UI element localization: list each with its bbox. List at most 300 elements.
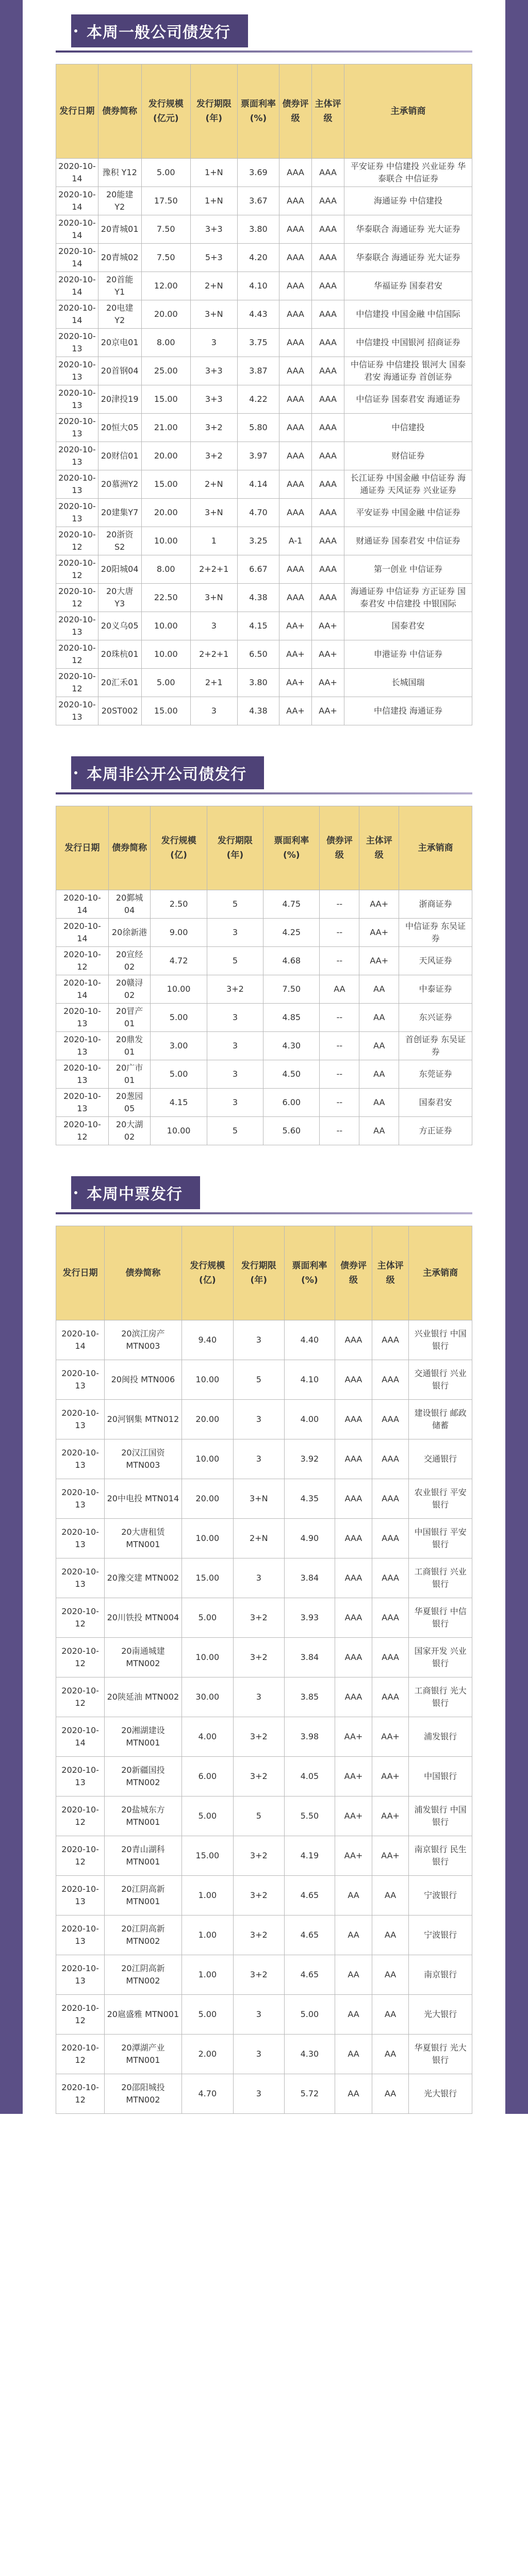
table-cell: 3+N [190, 499, 237, 527]
table-cell: 10.00 [151, 975, 207, 1004]
table-cell: AA+ [359, 890, 399, 919]
table-cell: AAA [312, 527, 344, 555]
column-header: 发行日期 [56, 1226, 105, 1320]
table-cell: 中信证券 东吴证券 [399, 919, 472, 947]
table-cell: -- [320, 890, 359, 919]
column-header: 票面利率(%) [237, 64, 279, 159]
table-cell: AAA [335, 1439, 372, 1479]
table-cell: 4.20 [237, 244, 279, 272]
table-cell: 20.00 [182, 1400, 233, 1439]
table-row [56, 2074, 472, 2114]
table-cell: 2020-10-14 [56, 1320, 105, 1360]
table-cell: 2020-10-14 [56, 890, 109, 919]
table-cell: AA+ [312, 669, 344, 697]
table-cell: AAA [312, 329, 344, 357]
table-cell: AAA [335, 1677, 372, 1717]
table-cell: -- [320, 1089, 359, 1117]
table-cell: 2020-10-13 [56, 1479, 105, 1519]
table-cell: AAA [312, 470, 344, 499]
table-cell: AA [372, 1916, 409, 1955]
table-row [56, 1757, 472, 1797]
table-cell: -- [320, 919, 359, 947]
column-header: 债券简称 [98, 64, 141, 159]
table-cell: 20新疆国投 MTN002 [105, 1757, 182, 1797]
table-cell: 4.85 [263, 1004, 320, 1032]
table-row [56, 527, 472, 555]
table-cell: AAA [312, 555, 344, 584]
table-cell: AA [335, 1955, 372, 1995]
table-row [56, 385, 472, 414]
title-dot-icon [74, 1191, 77, 1194]
table-cell: 3 [233, 1439, 284, 1479]
table-cell: 20赣浔02 [108, 975, 151, 1004]
table-cell: AAA [372, 1360, 409, 1400]
table-cell: 浦发银行 [409, 1717, 472, 1757]
table-cell: 20闽投 MTN006 [105, 1360, 182, 1400]
table-row [56, 1519, 472, 1558]
table-cell: 20首能 Y1 [98, 272, 141, 300]
table-cell: AA+ [359, 947, 399, 975]
table-cell: 20大湖02 [108, 1117, 151, 1145]
table-cell: AA+ [335, 1757, 372, 1797]
table-cell: 5.00 [151, 1060, 207, 1089]
table-cell: 3.93 [284, 1598, 335, 1638]
table-cell: AA+ [335, 1797, 372, 1836]
table-cell: AA [359, 1004, 399, 1032]
table-cell: 20珠杭01 [98, 640, 141, 669]
table-cell: 3+2 [233, 1598, 284, 1638]
table-row [56, 1638, 472, 1677]
content-frame [56, 0, 472, 2114]
table-cell: 20冒产01 [108, 1004, 151, 1032]
table-cell: -- [320, 947, 359, 975]
table-cell: 15.00 [141, 470, 190, 499]
table-cell: 2020-10-12 [56, 2035, 105, 2074]
table-cell: 2020-10-13 [56, 1004, 109, 1032]
column-header: 发行规模(亿) [182, 1226, 233, 1320]
section-title: 本周一般公司债发行 [71, 14, 248, 47]
table-cell: 1.00 [182, 1916, 233, 1955]
table-row [56, 890, 472, 919]
table-cell: AAA [312, 272, 344, 300]
table-cell: 2020-10-13 [56, 1360, 105, 1400]
table-cell: 2020-10-14 [56, 272, 98, 300]
column-header: 债券评级 [335, 1226, 372, 1320]
table-cell: 2+2+1 [190, 555, 237, 584]
column-header: 主承销商 [409, 1226, 472, 1320]
column-header: 债券简称 [105, 1226, 182, 1320]
table-cell: 2020-10-14 [56, 159, 98, 187]
table-cell: 1.00 [182, 1955, 233, 1995]
table-cell: 3+2 [233, 1717, 284, 1757]
table-cell: 1 [190, 527, 237, 555]
table-cell: 华福证券 国泰君安 [344, 272, 472, 300]
table-cell: 1.00 [182, 1876, 233, 1916]
table-row [56, 1400, 472, 1439]
table-cell: 4.70 [182, 2074, 233, 2114]
table-cell: 2020-10-13 [56, 697, 98, 725]
table-cell: AAA [312, 442, 344, 470]
table-cell: AAA [279, 187, 312, 215]
table-cell: AA [359, 1089, 399, 1117]
table-cell: 2020-10-13 [56, 1519, 105, 1558]
table-cell: 2020-10-12 [56, 669, 98, 697]
table-cell: 国泰君安 [344, 612, 472, 640]
table-cell: 2020-10-12 [56, 640, 98, 669]
table-cell: 21.00 [141, 414, 190, 442]
table-cell: 6.00 [182, 1757, 233, 1797]
table-cell: 2020-10-12 [56, 1598, 105, 1638]
table-cell: 20青城02 [98, 244, 141, 272]
table-cell: 2+N [190, 470, 237, 499]
table-cell: 2020-10-13 [56, 357, 98, 385]
table-cell: 3+N [233, 1479, 284, 1519]
table-cell: 3 [190, 329, 237, 357]
table-cell: AAA [279, 272, 312, 300]
table-cell: 华夏银行 光大银行 [409, 2035, 472, 2074]
table-cell: 2020-10-13 [56, 1060, 109, 1089]
table-cell: 4.22 [237, 385, 279, 414]
table-cell: AAA [279, 584, 312, 612]
table-cell: 6.67 [237, 555, 279, 584]
table-cell: 2020-10-13 [56, 1439, 105, 1479]
table-cell: 2020-10-14 [56, 300, 98, 329]
table-cell: 第一创业 中信证券 [344, 555, 472, 584]
column-header: 发行期限(年) [233, 1226, 284, 1320]
table-cell: 南京银行 [409, 1955, 472, 1995]
table-cell: 10.00 [182, 1360, 233, 1400]
table-cell: 3+2 [233, 1757, 284, 1797]
table-cell: 1+N [190, 187, 237, 215]
table-cell: 15.00 [182, 1558, 233, 1598]
table-cell: 华泰联合 海通证券 光大证券 [344, 244, 472, 272]
table-cell: 3.84 [284, 1638, 335, 1677]
table-cell: 中信建投 [344, 414, 472, 442]
title-underline [56, 792, 472, 794]
table-cell: AAA [335, 1400, 372, 1439]
column-header: 主承销商 [344, 64, 472, 159]
table-cell: AAA [312, 187, 344, 215]
table-cell: 2020-10-12 [56, 1995, 105, 2035]
table-cell: 浙商证券 [399, 890, 472, 919]
table-cell: 海通证券 中信建投 [344, 187, 472, 215]
column-header: 发行日期 [56, 806, 109, 890]
table-cell: 2020-10-12 [56, 1117, 109, 1145]
table-cell: 20浙资 S2 [98, 527, 141, 555]
table-cell: 2020-10-12 [56, 584, 98, 612]
table-cell: 浦发银行 中国银行 [409, 1797, 472, 1836]
table-row [56, 2035, 472, 2074]
table-row [56, 640, 472, 669]
table-cell: 3 [207, 919, 263, 947]
table-cell: AAA [279, 159, 312, 187]
column-header: 债券评级 [320, 806, 359, 890]
table-cell: 4.15 [237, 612, 279, 640]
table-cell: 20豫交建 MTN002 [105, 1558, 182, 1598]
table-cell: 3+2 [233, 1916, 284, 1955]
table-cell: 兴业银行 中国银行 [409, 1320, 472, 1360]
table-cell: AA [359, 975, 399, 1004]
table-cell: 5.50 [284, 1797, 335, 1836]
table-cell: 中国银行 平安银行 [409, 1519, 472, 1558]
table-cell: 20青城01 [98, 215, 141, 244]
table-cell: 20慕洲Y2 [98, 470, 141, 499]
table-cell: 长江证券 中国金融 中信证券 海通证券 天风证券 兴业证券 [344, 470, 472, 499]
table-cell: 6.00 [263, 1089, 320, 1117]
table-cell: 4.00 [182, 1717, 233, 1757]
table-cell: 4.38 [237, 584, 279, 612]
section-private-corporate-bonds [56, 756, 472, 1145]
table-cell: 4.10 [237, 272, 279, 300]
table-cell: 3+2 [207, 975, 263, 1004]
table-cell: 3 [207, 1032, 263, 1060]
table-cell: 2+2+1 [190, 640, 237, 669]
table-row [56, 1995, 472, 2035]
table-cell: AAA [279, 357, 312, 385]
table-cell: 中国银行 [409, 1757, 472, 1797]
table-cell: 20.00 [141, 300, 190, 329]
column-header: 主体评级 [372, 1226, 409, 1320]
table-cell: 3.75 [237, 329, 279, 357]
table-row [56, 919, 472, 947]
table-cell: 5.80 [237, 414, 279, 442]
table-cell: 3.00 [151, 1032, 207, 1060]
table-row [56, 244, 472, 272]
table-cell: 10.00 [141, 640, 190, 669]
table-cell: AAA [335, 1320, 372, 1360]
table-cell: A-1 [279, 527, 312, 555]
table-cell: AAA [312, 584, 344, 612]
table-cell: 10.00 [182, 1519, 233, 1558]
table-cell: AAA [312, 414, 344, 442]
table-cell: 5.72 [284, 2074, 335, 2114]
table-row [56, 1677, 472, 1717]
table-cell: 4.05 [284, 1757, 335, 1797]
table-row [56, 1060, 472, 1089]
table-row [56, 584, 472, 612]
table-row [56, 697, 472, 725]
table-cell: 20河钢集 MTN012 [105, 1400, 182, 1439]
table-cell: 20江阴高新 MTN002 [105, 1955, 182, 1995]
column-header: 债券简称 [108, 806, 151, 890]
table-cell: 20大唐 Y3 [98, 584, 141, 612]
table-cell: 22.50 [141, 584, 190, 612]
table-cell: 9.00 [151, 919, 207, 947]
table-cell: 20阳城04 [98, 555, 141, 584]
table-cell: 华夏银行 中信银行 [409, 1598, 472, 1638]
table-cell: AA [359, 1117, 399, 1145]
general-bond-table [56, 64, 472, 725]
table-cell: AAA [372, 1598, 409, 1638]
table-cell: 3 [207, 1004, 263, 1032]
table-cell: 2020-10-13 [56, 1757, 105, 1797]
table-cell: 4.70 [237, 499, 279, 527]
table-cell: 4.40 [284, 1320, 335, 1360]
table-row [56, 1955, 472, 1995]
table-cell: AAA [335, 1519, 372, 1558]
column-header: 主体评级 [359, 806, 399, 890]
table-cell: 4.00 [284, 1400, 335, 1439]
table-cell: -- [320, 1117, 359, 1145]
table-cell: 天风证券 [399, 947, 472, 975]
table-cell: 5.00 [182, 1598, 233, 1638]
table-row [56, 669, 472, 697]
table-cell: 豫积 Y12 [98, 159, 141, 187]
table-cell: AA [359, 1060, 399, 1089]
table-cell: 20能建 Y2 [98, 187, 141, 215]
table-cell: 10.00 [141, 612, 190, 640]
table-cell: 4.10 [284, 1360, 335, 1400]
table-cell: 3.87 [237, 357, 279, 385]
table-cell: 2.50 [151, 890, 207, 919]
table-cell: 4.30 [263, 1032, 320, 1060]
table-cell: AA+ [372, 1836, 409, 1876]
table-cell: 20江阴高新 MTN002 [105, 1916, 182, 1955]
table-cell: 2020-10-14 [56, 975, 109, 1004]
table-cell: 20大唐租赁 MTN001 [105, 1519, 182, 1558]
column-header: 发行期限(年) [207, 806, 263, 890]
table-cell: 4.65 [284, 1876, 335, 1916]
table-cell: 5 [207, 947, 263, 975]
table-cell: 工商银行 兴业银行 [409, 1558, 472, 1598]
table-cell: 3+2 [233, 1955, 284, 1995]
table-cell: 7.50 [263, 975, 320, 1004]
table-row [56, 1558, 472, 1598]
table-cell: 2020-10-12 [56, 1638, 105, 1677]
table-cell: 20津投19 [98, 385, 141, 414]
table-cell: 3+2 [190, 442, 237, 470]
table-cell: AAA [372, 1638, 409, 1677]
table-cell: 3 [233, 2035, 284, 2074]
table-cell: 7.50 [141, 215, 190, 244]
table-cell: 交通银行 [409, 1439, 472, 1479]
table-row [56, 1479, 472, 1519]
table-cell: 3+N [190, 584, 237, 612]
table-cell: 4.75 [263, 890, 320, 919]
table-row [56, 975, 472, 1004]
table-cell: 中信证券 国泰君安 海通证券 [344, 385, 472, 414]
table-cell: 5 [233, 1360, 284, 1400]
table-cell: AAA [279, 442, 312, 470]
table-cell: AA+ [279, 669, 312, 697]
table-cell: 平安证券 中国金融 中信证券 [344, 499, 472, 527]
table-cell: 2020-10-12 [56, 527, 98, 555]
table-cell: 3 [207, 1060, 263, 1089]
table-cell: AAA [279, 329, 312, 357]
table-cell: 3.98 [284, 1717, 335, 1757]
table-cell: AA [335, 1876, 372, 1916]
table-cell: AAA [279, 244, 312, 272]
table-cell: 20汉江国资 MTN003 [105, 1439, 182, 1479]
table-cell: AAA [279, 470, 312, 499]
table-cell: 华泰联合 海通证券 光大证券 [344, 215, 472, 244]
table-row [56, 1836, 472, 1876]
table-cell: 南京银行 民生银行 [409, 1836, 472, 1876]
table-cell: 3 [233, 1558, 284, 1598]
table-cell: 20恒大05 [98, 414, 141, 442]
table-cell: AA+ [359, 919, 399, 947]
table-cell: 6.50 [237, 640, 279, 669]
table-cell: 2020-10-12 [56, 2074, 105, 2114]
table-cell: 2020-10-13 [56, 329, 98, 357]
table-cell: 20建集Y7 [98, 499, 141, 527]
table-cell: 20扈盛雅 MTN001 [105, 1995, 182, 2035]
table-cell: AAA [335, 1558, 372, 1598]
table-cell: 工商银行 光大银行 [409, 1677, 472, 1717]
table-cell: 2020-10-13 [56, 1089, 109, 1117]
table-cell: 中信建投 中国银河 招商证券 [344, 329, 472, 357]
table-cell: 20潭湖产业 MTN001 [105, 2035, 182, 2074]
table-row [56, 1717, 472, 1757]
table-cell: AAA [335, 1360, 372, 1400]
table-cell: AA [372, 2035, 409, 2074]
table-cell: AA [320, 975, 359, 1004]
table-cell: 20ST002 [98, 697, 141, 725]
table-cell: 8.00 [141, 555, 190, 584]
table-cell: 宁波银行 [409, 1876, 472, 1916]
table-cell: 9.40 [182, 1320, 233, 1360]
table-cell: 4.30 [284, 2035, 335, 2074]
table-row [56, 1598, 472, 1638]
table-cell: 15.00 [141, 697, 190, 725]
table-cell: 3 [233, 1677, 284, 1717]
table-cell: 5 [207, 1117, 263, 1145]
table-cell: 4.50 [263, 1060, 320, 1089]
table-cell: AAA [372, 1558, 409, 1598]
table-cell: 4.65 [284, 1916, 335, 1955]
column-header: 发行规模(亿元) [141, 64, 190, 159]
table-cell: AAA [372, 1320, 409, 1360]
table-cell: 3+3 [190, 385, 237, 414]
table-cell: AA+ [312, 697, 344, 725]
table-cell: 20陕延油 MTN002 [105, 1677, 182, 1717]
table-cell: 2020-10-14 [56, 919, 109, 947]
table-cell: 东莞证券 [399, 1060, 472, 1089]
table-cell: 2020-10-14 [56, 244, 98, 272]
title-underline [56, 50, 472, 53]
table-cell: 3+N [190, 300, 237, 329]
table-row [56, 357, 472, 385]
table-cell: 2020-10-12 [56, 947, 109, 975]
table-cell: 2020-10-14 [56, 1717, 105, 1757]
table-cell: 3+2 [233, 1836, 284, 1876]
table-cell: 4.72 [151, 947, 207, 975]
table-cell: 2020-10-13 [56, 499, 98, 527]
table-cell: 4.90 [284, 1519, 335, 1558]
private-bond-table [56, 806, 472, 1145]
table-cell: 2020-10-12 [56, 1797, 105, 1836]
table-cell: AA [335, 2074, 372, 2114]
table-row [56, 1797, 472, 1836]
table-cell: 8.00 [141, 329, 190, 357]
table-row [56, 1089, 472, 1117]
table-cell: AA+ [312, 640, 344, 669]
table-cell: 3+3 [190, 215, 237, 244]
section-title: 本周中票发行 [71, 1176, 200, 1209]
table-cell: 20江阴高新 MTN001 [105, 1876, 182, 1916]
table-cell: AA [372, 1995, 409, 2035]
table-cell: 20鄞城04 [108, 890, 151, 919]
table-cell: 20滨江房产 MTN003 [105, 1320, 182, 1360]
table-cell: 4.19 [284, 1836, 335, 1876]
table-cell: 15.00 [141, 385, 190, 414]
table-cell: 5+3 [190, 244, 237, 272]
table-cell: 2020-10-13 [56, 1916, 105, 1955]
table-cell: AAA [372, 1400, 409, 1439]
table-cell: 5.00 [284, 1995, 335, 2035]
table-cell: AAA [279, 300, 312, 329]
column-header: 主体评级 [312, 64, 344, 159]
